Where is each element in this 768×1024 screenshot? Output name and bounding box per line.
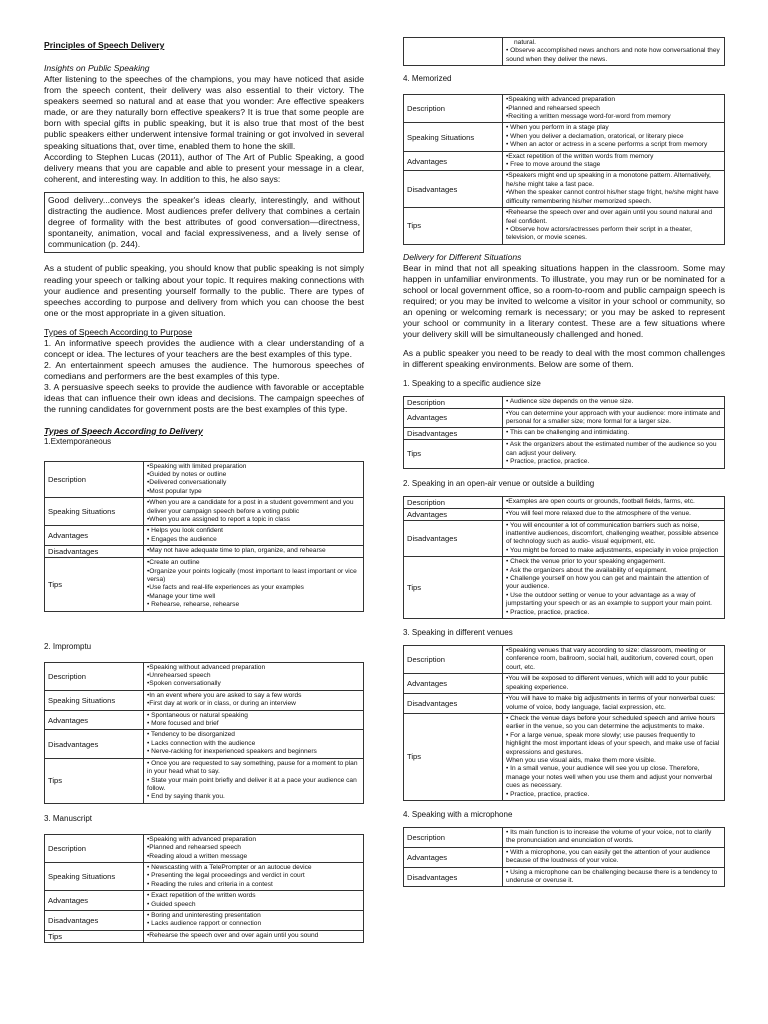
table-row bbox=[45, 862, 364, 890]
bullet-item: •Unrehearsed speech bbox=[147, 672, 211, 680]
row-label: Disadvantages bbox=[45, 730, 144, 758]
table-row bbox=[45, 834, 364, 862]
ready-paragraph: As a public speaker you need to be ready to deal with the most common challenges in different speaking environments. Below are some of them. bbox=[403, 348, 725, 370]
lucas-paragraph: According to Stephen Lucas (2011), author of The Art of Public Speaking, a good delivery means that you are capable and able to present your message in a clear, coherent, and interesting way. In addition to this, he also says: bbox=[44, 151, 364, 184]
table-row bbox=[404, 428, 725, 440]
row-label: Tips bbox=[45, 558, 144, 611]
purpose-item: 3. A persuasive speech seeks to provide the audience with favorable or acceptable ideas that can influence their own ideas and decisions. The campaign speeches of the running candidates for government posts are the best examples of this type. bbox=[44, 382, 364, 415]
row-label: Disadvantages bbox=[45, 546, 144, 558]
row-label: Tips bbox=[404, 208, 503, 245]
purpose-item: 2. An entertainment speech amuses the audience. The humorous speeches of comedians and performers are the best examples of this type. bbox=[44, 360, 364, 382]
bullet-item: •When the speaker cannot control his/her stage fright, he/she might have difficulty remembering his/her memorized speech. bbox=[506, 189, 719, 205]
row-label: Description bbox=[45, 461, 144, 498]
extemporaneous-table bbox=[44, 461, 364, 612]
bullet-item: • Presenting the legal proceedings and verdict in court bbox=[147, 872, 305, 880]
bullet-item: • Engages the audience bbox=[147, 535, 217, 543]
row-content bbox=[503, 713, 725, 800]
row-label: Tips bbox=[45, 758, 144, 803]
row-label: Advantages bbox=[45, 891, 144, 911]
right-column bbox=[403, 0, 725, 887]
table-row bbox=[45, 546, 364, 558]
bullet-item: •You can determine your approach with your audience: more intimate and personal for a smaller size; more formal for a larger size. bbox=[506, 409, 721, 425]
bullet-item: •Rehearse the speech over and over again until you sound natural and feel confident. bbox=[506, 209, 713, 225]
bullet-item: • Audience size depends on the venue size. bbox=[506, 397, 634, 405]
row-content bbox=[503, 646, 725, 674]
table-row bbox=[45, 710, 364, 730]
row-content bbox=[144, 910, 364, 930]
table-row bbox=[404, 208, 725, 245]
table-row bbox=[404, 396, 725, 408]
venues-label: 3. Speaking in different venues bbox=[403, 628, 513, 638]
row-label: Speaking Situations bbox=[45, 862, 144, 890]
bullet-item: •When you are a candidate for a post in a student government and you deliver your campaign speech before a voting public bbox=[147, 499, 354, 515]
row-label: Disadvantages bbox=[404, 694, 503, 714]
bullet-item: • Ask the organizers about the availability of equipment. bbox=[506, 566, 668, 574]
table-row bbox=[45, 930, 364, 942]
table-row bbox=[404, 847, 725, 867]
row-label: Disadvantages bbox=[404, 867, 503, 887]
bullet-item: •Delivered conversationally bbox=[147, 479, 227, 487]
bullet-item: •Manage your time well bbox=[147, 592, 216, 600]
bullet-item: • Practice, practice, practice. bbox=[506, 790, 590, 798]
table-row bbox=[45, 690, 364, 710]
table-row bbox=[404, 496, 725, 508]
row-label: Disadvantages bbox=[404, 428, 503, 440]
bullet-item: • This can be challenging and intimidating. bbox=[506, 429, 630, 437]
table-row bbox=[404, 694, 725, 714]
table-row bbox=[404, 95, 725, 123]
row-content bbox=[144, 758, 364, 803]
row-content bbox=[503, 867, 725, 887]
bullet-item: •Guided by notes or outline bbox=[147, 470, 227, 478]
student-paragraph: As a student of public speaking, you should know that public speaking is not simply reading your speech or talking about your topic. It requires making connections with your audience and presenting yourself formally to the public. There are types of speeches according to purpose and delivery from which you can choose the best one or the most appropriate in a given situation. bbox=[44, 263, 364, 318]
row-label: Tips bbox=[404, 557, 503, 619]
row-label: Advantages bbox=[45, 710, 144, 730]
row-label: Advantages bbox=[404, 408, 503, 428]
table-row bbox=[404, 557, 725, 619]
row-content bbox=[144, 558, 364, 611]
row-content bbox=[503, 396, 725, 408]
bullet-item: • When you deliver a declamation, oratorical, or literary piece bbox=[506, 132, 684, 140]
row-content bbox=[503, 440, 725, 468]
left-column bbox=[44, 0, 364, 943]
bullet-item: • In a small venue, your audience will see you up close. Therefore, manage your notes well when you use them and adjust your nonverbal cues as necessary. bbox=[506, 765, 713, 790]
situations-paragraph: Bear in mind that not all speaking situations happen in the classroom. Some may happen in unfamiliar environments. To illustrate, you may run or be nominated for a school or local government office, so a room-to-room and public campaign speech is required; or you may be invited to welcome a visitor in your school or community, so an opening or welcoming remark is necessary; or you may be asked to represent your school or community in a literary contest. These are a few situations where your delivery skill will be simultaneously challenged and honed. bbox=[403, 262, 725, 340]
row-content bbox=[503, 171, 725, 208]
bullet-item: •Use facts and real-life experiences as your examples bbox=[147, 584, 304, 592]
row-label: Advantages bbox=[404, 674, 503, 694]
row-label: Disadvantages bbox=[45, 910, 144, 930]
bullet-item: • State your main point briefly and deliver it at a pace your audience can follow. bbox=[147, 776, 357, 792]
row-content bbox=[144, 930, 364, 942]
manuscript-continued-table bbox=[403, 37, 725, 66]
manuscript-cont-item: natural. bbox=[514, 39, 536, 46]
row-label: Tips bbox=[404, 440, 503, 468]
bullet-item: • Using a microphone can be challenging because there is a tendency to underuse or overuse it. bbox=[506, 868, 718, 884]
row-label: Disadvantages bbox=[404, 171, 503, 208]
bullet-item: • Observe how actors/actresses perform their script in a theater, television, or movie scenes. bbox=[506, 225, 692, 242]
audience-size-table bbox=[403, 396, 725, 469]
row-label: Speaking Situations bbox=[45, 690, 144, 710]
row-label: Advantages bbox=[404, 847, 503, 867]
row-content bbox=[503, 95, 725, 123]
microphone-table bbox=[403, 827, 725, 887]
row-content bbox=[144, 690, 364, 710]
manuscript-label: 3. Manuscript bbox=[44, 813, 93, 823]
row-label: Tips bbox=[404, 713, 503, 800]
lucas-quote: Good delivery...conveys the speaker's ideas clearly, interestingly, and without distracting the audience. Most audiences prefer delivery that combines a certain degree of formality with the best attributes of good conversation—directness, spontaneity, animation, vocal and facial expressiveness, and a lively sense of communication (p. 244). bbox=[44, 192, 364, 253]
bullet-item: • Free to move around the stage bbox=[506, 161, 601, 169]
open-air-table bbox=[403, 496, 725, 619]
extemporaneous-label: 1.Extemporaneous bbox=[44, 436, 112, 446]
row-label: Description bbox=[45, 662, 144, 690]
bullet-item: • Ask the organizers about the estimated number of the audience so you can adjust your delivery. bbox=[506, 441, 717, 457]
bullet-item: •Planned and rehearsed speech bbox=[147, 844, 241, 852]
row-content bbox=[503, 123, 725, 151]
bullet-item: • Boring and uninteresting presentation bbox=[147, 911, 261, 919]
row-content bbox=[503, 508, 725, 520]
row-label: Description bbox=[404, 827, 503, 847]
bullet-item: • Exact repetition of the written words bbox=[147, 892, 256, 900]
table-row bbox=[45, 558, 364, 611]
row-content bbox=[503, 520, 725, 557]
table-row bbox=[404, 151, 725, 171]
bullet-item: • Lacks audience rapport or connection bbox=[147, 920, 262, 928]
row-label: Advantages bbox=[45, 526, 144, 546]
row-content bbox=[144, 710, 364, 730]
table-row bbox=[404, 508, 725, 520]
row-label: Advantages bbox=[404, 151, 503, 171]
bullet-item: •Reciting a written message word-for-word from memory bbox=[506, 113, 671, 121]
delivery-heading: Types of Speech According to Delivery bbox=[44, 425, 203, 436]
bullet-item: • Newscasting with a TelePrompter or an autocue device bbox=[147, 863, 312, 871]
bullet-item: • Rehearse, rehearse, rehearse bbox=[147, 601, 240, 609]
bullet-item: •Most popular type bbox=[147, 487, 202, 495]
row-label: Tips bbox=[45, 930, 144, 942]
row-content bbox=[503, 694, 725, 714]
bullet-item: • For a large venue, speak more slowly; use pauses frequently to highlight the most important ideas of your speech, and make use of facial expressions and gestures. bbox=[506, 731, 720, 756]
table-row bbox=[404, 867, 725, 887]
bullet-item: • Guided speech bbox=[147, 900, 196, 908]
bullet-item: •In an event where you are asked to say a few words bbox=[147, 691, 302, 699]
row-content bbox=[144, 834, 364, 862]
bullet-item: • When you perform in a stage play bbox=[506, 124, 609, 132]
bullet-item: •Examples are open courts or grounds, football fields, farms, etc. bbox=[506, 497, 695, 505]
bullet-item: •Speaking with limited preparation bbox=[147, 462, 247, 470]
row-content bbox=[144, 891, 364, 911]
intro-paragraph: After listening to the speeches of the champions, you may have noticed that aside from the speech content, their delivery was also essential to their victory. The speakers seemed so natural and at ease that you wonder: Are effective speakers made, or are they naturally born effective speakers? It is true that some people are born with special gifts in public speaking, but it is also true that most of the best public speakers either underwent intensive formal training or got involved in several speaking situations that, over time, enabled them to hone the skill. bbox=[44, 74, 364, 151]
row-label: Description bbox=[45, 834, 144, 862]
row-label: Description bbox=[404, 496, 503, 508]
table-row bbox=[45, 910, 364, 930]
table-row bbox=[45, 498, 364, 526]
bullet-item: •Reading aloud a written message bbox=[147, 852, 248, 860]
bullet-item: •Speaking venues that vary according to size: classroom, meeting or conference room, ballroom, social hall, auditorium, covered court, open court, etc. bbox=[506, 647, 714, 671]
row-content bbox=[503, 674, 725, 694]
row-content bbox=[503, 208, 725, 245]
insights-heading: Insights on Public Speaking bbox=[44, 63, 150, 73]
bullet-item: •Speaking with advanced preparation bbox=[506, 96, 615, 104]
row-label: Advantages bbox=[404, 508, 503, 520]
bullet-item: •You will have to make big adjustments in terms of your nonverbal cues: volume of voice, body language, facial expression, etc. bbox=[506, 695, 716, 711]
bullet-item: •Planned and rehearsed speech bbox=[506, 104, 600, 112]
manuscript-cont-item: • Observe accomplished news anchors and note how conversational they sound when they deliver the news. bbox=[506, 47, 720, 63]
row-label: Description bbox=[404, 646, 503, 674]
open-air-label: 2. Speaking in an open-air venue or outside a building bbox=[403, 478, 595, 488]
bullet-item: •Organize your points logically (most important to least important or vice versa) bbox=[147, 567, 357, 583]
row-content bbox=[144, 862, 364, 890]
purpose-list bbox=[44, 338, 364, 416]
row-content bbox=[503, 557, 725, 619]
bullet-item: •Speakers might end up speaking in a monotone pattern. Alternatively, he/she might take a fast pace. bbox=[506, 172, 711, 188]
bullet-item: •Exact repetition of the written words from memory bbox=[506, 152, 654, 160]
memorized-label: 4. Memorized bbox=[403, 74, 452, 84]
audience-size-label: 1. Speaking to a specific audience size bbox=[403, 378, 541, 388]
bullet-item: • Once you are requested to say something, pause for a moment to plan in your head what to say. bbox=[147, 759, 358, 776]
table-row bbox=[404, 674, 725, 694]
bullet-item: • Challenge yourself on how you can get and maintain the attention of your audience. bbox=[506, 575, 709, 591]
bullet-item: •You will feel more relaxed due to the atmosphere of the venue. bbox=[506, 509, 691, 517]
bullet-item: • Helps you look confident bbox=[147, 527, 223, 535]
bullet-item: •You will be exposed to different venues, which will add to your public speaking experience. bbox=[506, 675, 708, 691]
table-row bbox=[404, 171, 725, 208]
table-row bbox=[404, 408, 725, 428]
table-row bbox=[404, 520, 725, 557]
table-row bbox=[45, 730, 364, 758]
bullet-item: When you use visual aids, make them more visible. bbox=[506, 756, 656, 764]
row-label: Speaking Situations bbox=[404, 123, 503, 151]
manuscript-table bbox=[44, 834, 364, 943]
bullet-item: •Speaking without advanced preparation bbox=[147, 663, 266, 671]
page-title: Principles of Speech Delivery bbox=[44, 40, 165, 50]
impromptu-label: 2. Impromptu bbox=[44, 641, 92, 651]
row-content bbox=[503, 827, 725, 847]
row-label: Description bbox=[404, 396, 503, 408]
bullet-item: • Lacks connection with the audience bbox=[147, 739, 256, 747]
bullet-item: •Speaking with advanced preparation bbox=[147, 835, 256, 843]
table-row bbox=[404, 440, 725, 468]
bullet-item: • You will encounter a lot of communication barriers such as noise, inattentive audiences, discomfort, challenging weather, possible absence of technology such as audio- visual equipment, etc. bbox=[506, 521, 719, 546]
bullet-item: • Tendency to be disorganized bbox=[147, 731, 235, 739]
row-content bbox=[503, 151, 725, 171]
bullet-item: • Its main function is to increase the volume of your voice, not to clarify the pronunciation and enunciation of words. bbox=[506, 828, 712, 845]
bullet-item: •Rehearse the speech over and over again until you sound bbox=[147, 931, 319, 939]
bullet-item: • More focused and brief bbox=[147, 720, 219, 728]
bullet-item: • Spontaneous or natural speaking bbox=[147, 711, 248, 719]
bullet-item: •Spoken conversationally bbox=[147, 680, 221, 688]
table-row bbox=[45, 891, 364, 911]
row-content bbox=[144, 662, 364, 690]
row-content bbox=[503, 847, 725, 867]
table-row bbox=[404, 646, 725, 674]
bullet-item: • Use the outdoor setting or venue to your advantage as a way of jumpstarting your speech or as an example to support your main point. bbox=[506, 591, 712, 608]
row-content bbox=[144, 461, 364, 498]
purpose-item: 1. An informative speech provides the audience with a clear understanding of a concept or idea. The lectures of your teachers are the best examples of this type. bbox=[44, 337, 364, 359]
bullet-item: • Practice, practice, practice. bbox=[506, 608, 590, 616]
bullet-item: • End by saying thank you. bbox=[147, 793, 225, 801]
venues-table bbox=[403, 645, 725, 801]
bullet-item: • Nerve-racking for inexperienced speakers and beginners bbox=[147, 748, 317, 756]
purpose-heading: Types of Speech According to Purpose bbox=[44, 326, 193, 337]
table-row bbox=[45, 461, 364, 498]
situations-heading: Delivery for Different Situations bbox=[403, 251, 522, 262]
row-content bbox=[144, 730, 364, 758]
row-content bbox=[503, 428, 725, 440]
row-content bbox=[144, 546, 364, 558]
memorized-table bbox=[403, 94, 725, 245]
row-label: Disadvantages bbox=[404, 520, 503, 557]
bullet-item: • With a microphone, you can easily get the attention of your audience because of the loudness of your voice. bbox=[506, 848, 711, 865]
bullet-item: •May not have adequate time to plan, organize, and rehearse bbox=[147, 547, 326, 555]
bullet-item: • Check the venue days before your scheduled speech and arrive hours earlier in the venue, so you can determine the adjustments to make. bbox=[506, 714, 716, 731]
row-content bbox=[144, 526, 364, 546]
microphone-label: 4. Speaking with a microphone bbox=[403, 809, 513, 819]
bullet-item: • Practice, practice, practice. bbox=[506, 458, 590, 466]
row-label: Speaking Situations bbox=[45, 498, 144, 526]
bullet-item: • You might be forced to make adjustments, especially in voice projection bbox=[506, 546, 719, 554]
row-content bbox=[503, 408, 725, 428]
table-row bbox=[404, 123, 725, 151]
row-content bbox=[503, 496, 725, 508]
bullet-item: •First day at work or in class, or during an interview bbox=[147, 700, 296, 708]
bullet-item: • Reading the rules and criteria in a contest bbox=[147, 880, 273, 888]
table-row bbox=[45, 662, 364, 690]
bullet-item: •When you are assigned to report a topic in class bbox=[147, 515, 291, 523]
table-row bbox=[45, 758, 364, 803]
table-row bbox=[404, 713, 725, 800]
impromptu-table bbox=[44, 662, 364, 804]
bullet-item: • Check the venue prior to your speaking engagement. bbox=[506, 558, 666, 566]
table-row bbox=[404, 827, 725, 847]
bullet-item: • When an actor or actress in a scene performs a script from memory bbox=[506, 141, 708, 149]
bullet-item: •Create an outline bbox=[147, 559, 200, 567]
row-label: Description bbox=[404, 95, 503, 123]
row-content bbox=[144, 498, 364, 526]
table-row bbox=[45, 526, 364, 546]
